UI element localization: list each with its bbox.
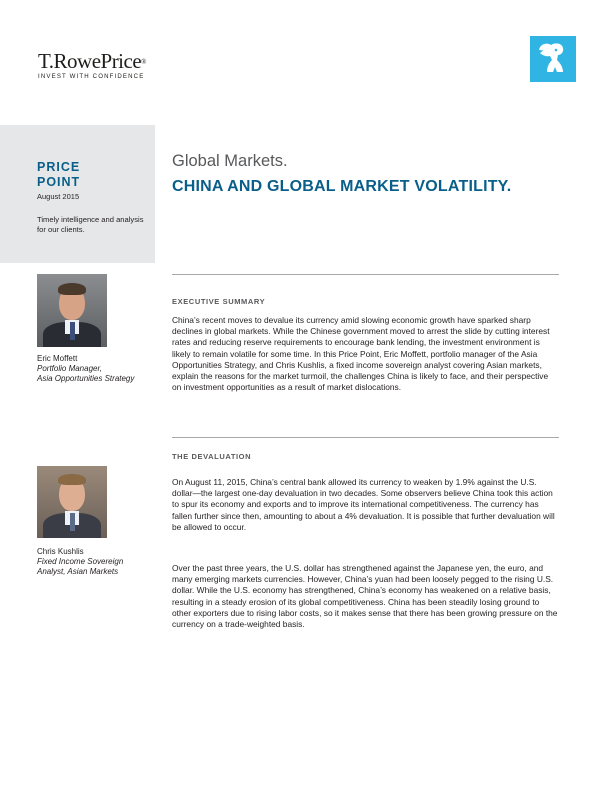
series-title: PRICE POINT [37,160,81,189]
divider [172,274,559,275]
brand-logo [38,50,146,80]
author-caption-eric-moffett: Eric Moffett Portfolio Manager, Asia Opportunities Strategy [37,354,135,383]
divider [172,437,559,438]
devaluation-paragraph-2: Over the past three years, the U.S. dollar has strengthened against the Japanese yen, the euro, and many emerging markets currencies. However, China’s yuan had been loosely pegged to the rising U.S. dollar. While the U.S. economy has strengthened, China’s economy has weakened on a relative basis, resulting in a steady erosion of its global competitiveness. China has been steadily losing ground to other exporters due to rising labor costs, so it makes sense that there has been growing pressure on the currency on a trade-weighted basis. [172,563,558,630]
brand-name: T.RowePrice [38,49,142,73]
bighorn-ram-icon [530,36,576,82]
publication-date: August 2015 [37,192,80,201]
page-title: CHINA AND GLOBAL MARKET VOLATILITY. [172,178,512,195]
registered-mark: ® [141,58,146,66]
series-tagline: Timely intelligence and analysis for our clients. [37,215,144,234]
author-photo-eric-moffett [37,274,107,347]
section-heading-executive-summary: EXECUTIVE SUMMARY [172,297,266,306]
executive-summary-paragraph: China’s recent moves to devalue its currency amid slowing economic growth have sparked sharp declines in global markets. While the Chinese government moved to arrest the slide by cutting interest rates and reducing reserve requirements to encourage bank lending, the investment environment is likely to remain volatile for some time. In this Price Point, Eric Moffett, portfolio manager of the Asia Opportunities Strategy, and Chris Kushlis, a fixed income sovereign analyst covering Asian markets, explain the reasons for the market turmoil, the challenges China is likely to face, and their perspective on investment opportunities as a result of market dislocations. [172,315,550,393]
author-photo-chris-kushlis [37,466,107,538]
brand-tagline: INVEST WITH CONFIDENCE [38,73,145,80]
page-kicker: Global Markets. [172,152,288,170]
section-heading-devaluation: THE DEVALUATION [172,452,252,461]
devaluation-paragraph-1: On August 11, 2015, China’s central bank allowed its currency to weaken by 1.9% against the U.S. dollar—the largest one-day devaluation in two decades. Some observers believe China took this action to spur its economy and exports and to improve its international competitiveness. The currency has fallen further since then, amounting to about a 4% devaluation. It is possible that further devaluation will be allowed to occur. [172,477,555,532]
author-caption-chris-kushlis: Chris Kushlis Fixed Income Sovereign Analyst, Asian Markets [37,547,124,576]
